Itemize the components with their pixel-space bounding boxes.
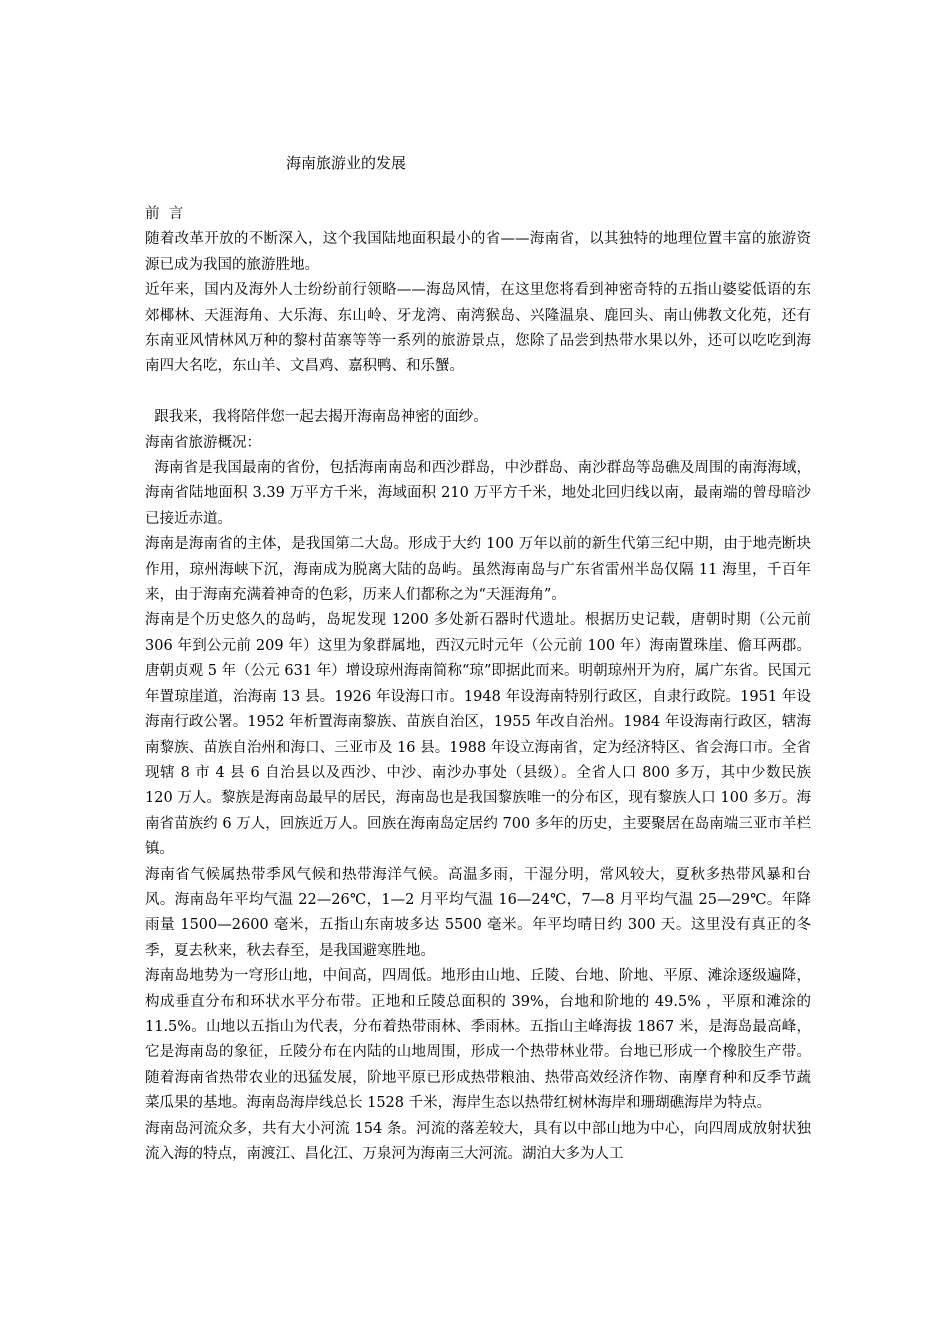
blank-line: [145, 380, 811, 405]
paragraph-attractions: 近年来，国内及海外人士纷纷前行领略——海岛风情，在这里您将看到神密奇特的五指山婆娑低语的东郊椰林、天涯海角、大乐海、东山岭、牙龙湾、南湾猴岛、兴隆温泉、鹿回头、南山佛教文化苑，还有东南亚风情林风万种的黎村苗寨等等一系列的旅游景点，您除了品尝到热带水果以外，还可以吃吃到海南四大名吃，东山羊、文昌鸡、嘉积鸭、和乐蟹。: [145, 282, 811, 375]
paragraph-follow-me: 跟我来，我将陪伴您一起去揭开海南岛神密的面纱。: [145, 409, 488, 426]
paragraph-history: 海南是个历史悠久的岛屿，岛坭发现 1200 多处新石器时代遗址。根据历史记载，唐朝时期（公元前 306 年到公元前 209 年）这里为象群属地，西汉元时元年（公元前 100 年）海南置珠崖、儋耳两郡。唐朝贞观 5 年（公元 631 年）增设琼州海南简称“琼”即据此而来。明朝琼州开为府，属广东省。民国元年置琼崖道，治海南 13 县。1926 年设海口市。1948 年设海南特别行政区，自隶行政院。1951 年设海南行政公署。1952 年析置海南黎族、苗族自治区，1955 年改自治州。1984 年设海南行政区，辖海南黎族、苗族自治州和海口、三亚市及 16 县。1988 年设立海南省，定为经济特区、省会海口市。全省现辖 8 市 4 县 6 自治县以及西沙、中沙、南沙办事处（县级）。全省人口 800 多万，其中少数民族 120 万人。黎族是海南岛最早的居民，海南岛也是我国黎族唯一的分布区，现有黎族人口 100 多万。海南省苗族约 6 万人，回族近万人。回族在海南岛定居约 700 多年的历史，主要聚居在岛南端三亚市羊栏镇。: [145, 612, 811, 858]
paragraph-rivers: 海南岛河流众多，共有大小河流 154 条。河流的落差较大，具有以中部山地为中心，向四周成放射状独流入海的特点，南渡江、昌化江、万泉河为海南三大河流。湖泊大多为人工: [145, 1120, 811, 1163]
paragraph-province: 海南省是我国最南的省份，包括海南南岛和西沙群岛，中沙群岛、南沙群岛等岛礁及周围的南海海域，海南省陆地面积 3.39 万平方千米，海域面积 210 万平方千米，地处北回归线以南，最南端的曾母暗沙已接近赤道。: [145, 460, 811, 527]
document-title: 海南旅游业的发展: [286, 154, 407, 172]
paragraph-island: 海南是海南省的主体，是我国第二大岛。形成于大约 100 万年以前的新生代第三纪中期，由于地壳断块作用，琼州海峡下沉，海南成为脱离大陆的岛屿。虽然海南岛与广东省雷州半岛仅隔 11 海里，千百年来，由于海南充满着神奇的色彩，历来人们都称之为“天涯海角”。: [145, 536, 811, 604]
paragraph-terrain: 海南岛地势为一穹形山地，中间高，四周低。地形由山地、丘陵、台地、阶地、平原、滩涂逐级遍降，构成垂直分布和环状水平分布带。正地和丘陵总面积的 39%，台地和阶地的 49.5% ，平原和滩涂的 11.5%。山地以五指山为代表，分布着热带雨林、季雨林。五指山主峰海拔 1867 米，是海岛最高峰，它是海南岛的象征，丘陵分布在内陆的山地周围，形成一个热带林业带。台地已形成一个橡胶生产带。随着海南省热带农业的迅猛发展，阶地平原已形成热带粮油、热带高效经济作物、南摩育种和反季节蔬菜瓜果的基地。海南岛海岸线总长 1528 千米，海岸生态以热带红树林海岸和珊瑚礁海岸为特点。: [145, 968, 811, 1112]
paragraph-climate: 海南省气候属热带季风气候和热带海洋气候。高温多雨，干湿分明，常风较大，夏秋多热带风暴和台风。海南岛年平均气温 22—26℃，1—2 月平均气温 16—24℃，7—8 月平均气温 25—29℃。年降雨量 1500—2600 毫米，五指山东南坡多达 5500 毫米。年平均晴日约 300 天。这里没有真正的冬季，夏去秋来，秋去春至，是我国避寒胜地。: [145, 866, 811, 959]
paragraph-intro: 随着改革开放的不断深入，这个我国陆地面积最小的省——海南省，以其独特的地理位置丰富的旅游资源已成为我国的旅游胜地。: [145, 231, 811, 273]
document-body: [145, 202, 811, 1167]
preface-heading: 前 言: [145, 206, 184, 222]
section-heading-overview: 海南省旅游概况：: [145, 434, 261, 451]
